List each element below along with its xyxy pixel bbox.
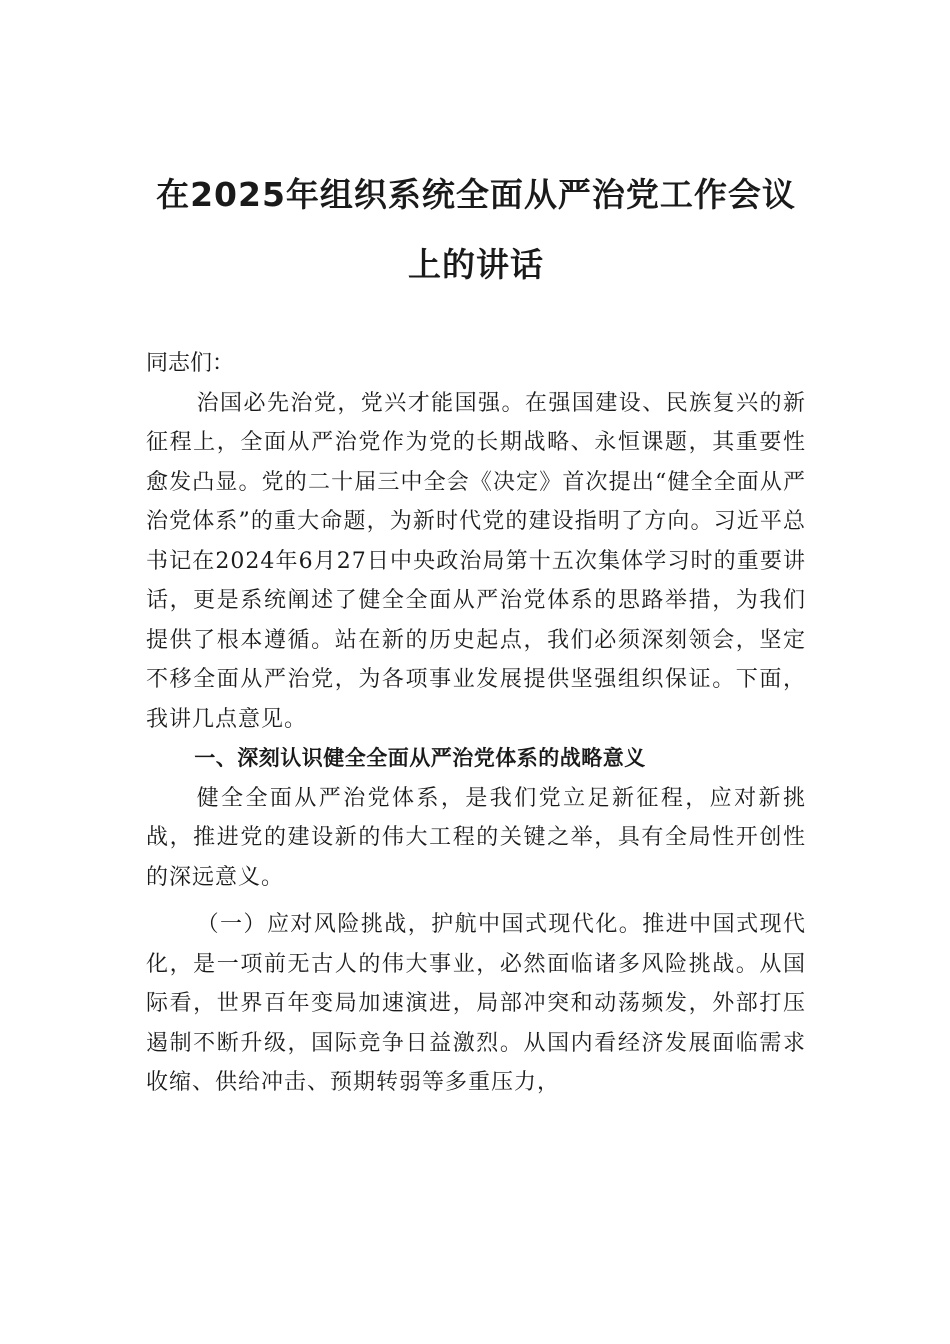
opening-paragraph: 治国必先治党，党兴才能国强。在强国建设、民族复兴的新征程上，全面从严治党作为党的长期战略、永恒课题，其重要性愈发凸显。党的二十届三中全会《决定》首次提出“健全全面从严治党体系”的重大命题，为新时代党的建设指明了方向。习近平总书记在2024年6月27日中央政治局第十五次集体学习时的重要讲话，更是系统阐述了健全全面从严治党体系的思路举措，为我们提供了根本遵循。站在新的历史起点，我们必须深刻领会，坚定不移全面从严治党，为各项事业发展提供坚强组织保证。下面，我讲几点意见。	[146, 390, 806, 732]
document-title	[146, 160, 806, 300]
section-1-intro: 健全全面从严治党体系，是我们党立足新征程，应对新挑战，推进党的建设新的伟大工程的关键之举，具有全局性开创性的深远意义。	[146, 785, 806, 890]
salutation: 同志们：	[146, 351, 235, 376]
document-page	[146, 160, 806, 1103]
document-body	[146, 344, 806, 1103]
section-1-subsection-1: （一）应对风险挑战，护航中国式现代化。推进中国式现代化，是一项前无古人的伟大事业，必然面临诸多风险挑战。从国际看，世界百年变局加速演进，局部冲突和动荡频发，外部打压遏制不断升级，国际竞争日益激烈。从国内看经济发展面临需求收缩、供给冲击、预期转弱等多重压力，	[146, 912, 806, 1095]
title-line-2: 上的讲话	[408, 245, 544, 284]
title-line-1: 在2025年组织系统全面从严治党工作会议	[156, 175, 796, 214]
section-heading-1: 一、深刻认识健全全面从严治党体系的战略意义	[194, 746, 646, 770]
